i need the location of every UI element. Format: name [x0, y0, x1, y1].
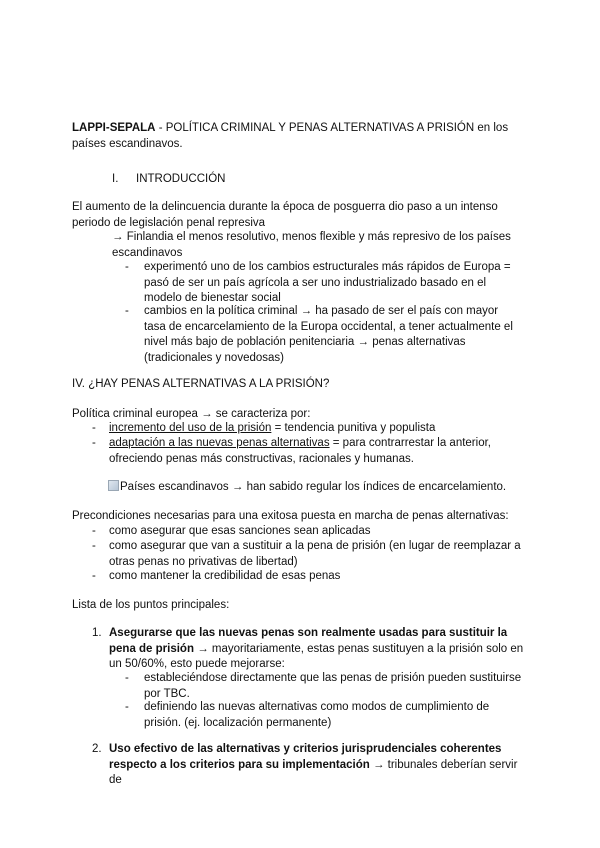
section-4-intro: Política criminal europea → se caracteriza por:	[72, 408, 311, 420]
list-item-text: experimentó uno de los cambios estructurales más rápidos de Europa = pasó de ser un país agrícola a ser uno industrializado basado en el modelo de bienestar social	[144, 261, 511, 304]
dash-marker: -	[92, 540, 96, 552]
note-text: Países escandinavos → han sabido regular los índices de encarcelamiento.	[120, 481, 507, 493]
note-line	[108, 480, 532, 496]
dash-marker: -	[92, 422, 96, 434]
list-item	[92, 436, 532, 467]
item-number: 1.	[92, 627, 102, 639]
list-item	[92, 569, 532, 585]
item-text	[109, 742, 532, 789]
section-1-heading	[112, 172, 572, 188]
list-item	[92, 421, 532, 437]
term-description: = tendencia punitiva y populista	[271, 422, 436, 434]
list-item	[125, 304, 523, 366]
item-rest: → tribunales deberían servir de	[109, 758, 518, 786]
list-item-text: definiendo las nuevas alternativas como modos de cumplimiento de prisión. (ej. localización permanente)	[144, 701, 490, 729]
numbered-item	[92, 626, 532, 673]
list-item-text: como asegurar que esas sanciones sean aplicadas	[109, 525, 371, 537]
title-text: - POLÍTICA CRIMINAL Y PENAS ALTERNATIVAS A PRISIÓN en los países escandinavos.	[72, 122, 509, 150]
item-bold: Asegurarse que las nuevas penas son realmente usadas para sustituir la pena de prisión	[109, 627, 508, 655]
dash-marker: -	[92, 570, 96, 582]
image-icon	[108, 480, 119, 491]
item-text	[109, 626, 532, 673]
section-4-heading: IV. ¿HAY PENAS ALTERNATIVAS A LA PRISIÓN?	[72, 378, 330, 390]
numbered-item	[92, 742, 532, 789]
underlined-term: incremento del uso de la prisión	[109, 422, 272, 434]
section-1-number: I.	[112, 173, 119, 185]
list-item-text	[109, 421, 532, 437]
document-title	[72, 121, 532, 152]
list-item-text: como asegurar que van a sustituir a la pena de prisión (en lugar de reemplazar a otras penas no privativas de libertad)	[109, 540, 521, 568]
list-item	[125, 671, 523, 702]
list-item-text: cambios en la política criminal → ha pasado de ser el país con mayor tasa de encarcelamiento de la Europa occidental, a tener actualmente el nivel más bajo de población penitenciaria → penas alternativas (tradicionales y novedosas)	[144, 305, 513, 364]
item-bold: Uso efectivo de las alternativas y criterios jurisprudenciales coherentes respecto a los criterios para su implementación	[109, 743, 502, 771]
dash-marker: -	[125, 672, 129, 684]
dash-marker: -	[125, 701, 129, 713]
section-1-arrow-item: → Finlandia el menos resolutivo, menos flexible y más represivo de los países escandinavos	[112, 231, 511, 259]
dash-marker: -	[125, 261, 129, 273]
underlined-term: adaptación a las nuevas penas alternativas	[109, 437, 330, 449]
dash-marker: -	[125, 305, 129, 317]
points-list-intro: Lista de los puntos principales:	[72, 599, 230, 611]
list-item	[125, 700, 523, 731]
item-rest: → mayoritariamente, estas penas sustituyen a la prisión solo en un 50/60%, esto puede mejorarse:	[109, 642, 524, 670]
dash-marker: -	[92, 525, 96, 537]
item-number: 2.	[92, 743, 102, 755]
list-item-text: estableciéndose directamente que las penas de prisión pueden sustituirse por TBC.	[144, 672, 522, 700]
preconditions-intro: Precondiciones necesarias para una exitosa puesta en marcha de penas alternativas:	[72, 510, 509, 522]
list-item-text: como mantener la credibilidad de esas penas	[109, 570, 341, 582]
list-item	[125, 260, 523, 307]
section-1-paragraph: El aumento de la delincuencia durante la época de posguerra dio paso a un intenso periodo de legislación penal represiva	[72, 201, 498, 229]
list-item	[92, 524, 532, 540]
list-item	[92, 539, 532, 570]
dash-marker: -	[92, 437, 96, 449]
list-item-text	[109, 436, 532, 467]
section-1-title: INTRODUCCIÓN	[136, 173, 226, 185]
term-description: = para contrarrestar la anterior, ofreciendo penas más constructivas, racionales y humanas.	[109, 437, 491, 465]
title-author: LAPPI-SEPALA	[72, 122, 156, 134]
